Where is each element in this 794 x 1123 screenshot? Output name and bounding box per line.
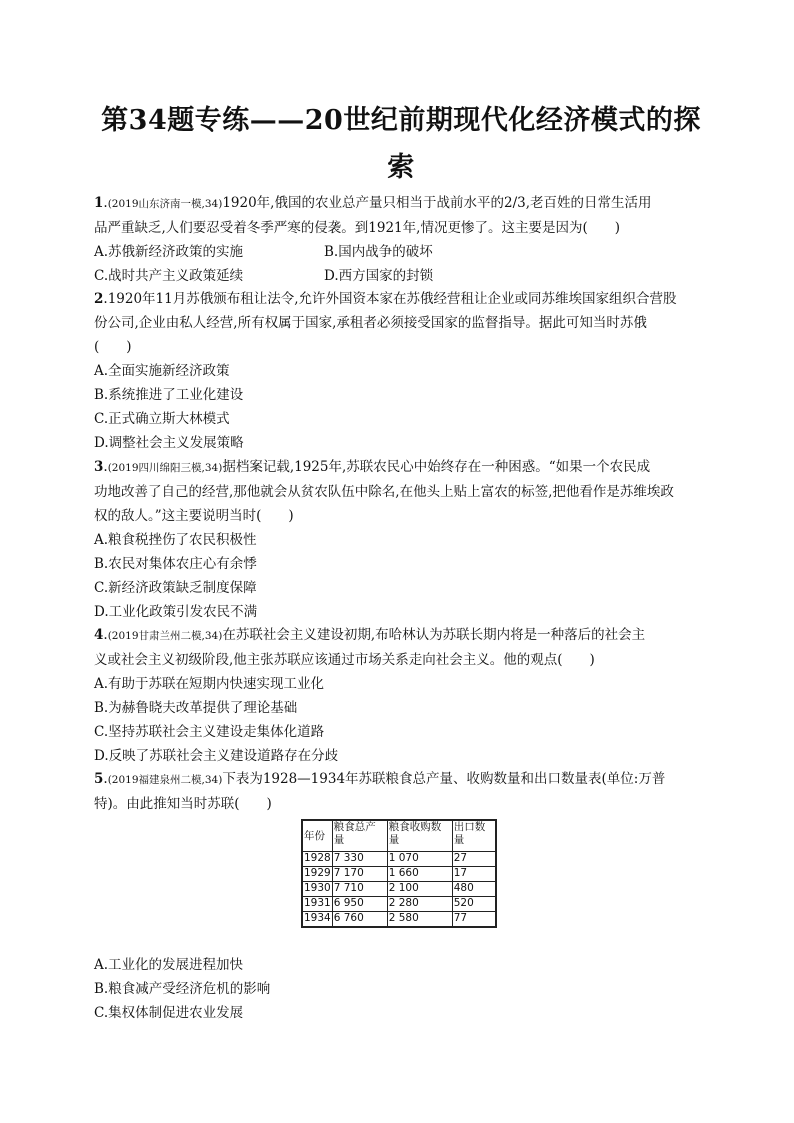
option-c[interactable]: C.新经济政策缺乏制度保障 [94,580,257,596]
question-number: 1 [94,195,104,211]
option-a[interactable]: A.有助于苏联在短期内快速实现工业化 [94,676,325,692]
table-cell: 1 070 [387,852,452,867]
question-stem-line: 1920年,俄国的农业总产量只相当于战前水平的2/3,老百姓的日常生活用 [222,195,652,211]
question-stem-line: ( ) [94,339,132,355]
table-header-cell: 粮食收购数量 [387,820,452,852]
table-cell: 6 760 [332,912,387,928]
table-row [302,897,496,912]
table-cell: 1931 [302,897,332,912]
table-cell: 1934 [302,912,332,928]
question-number: 4 [94,627,104,643]
question-stem-line: 义或社会主义初级阶段,他主张苏联应该通过市场关系走向社会主义。他的观点( ) [94,652,595,668]
table-cell: 27 [452,852,496,867]
question-stem-line: 据档案记载,1925年,苏联农民心中始终存在一种困惑。“如果一个农民成 [222,459,651,475]
question-3: 3.(2019四川绵阳三模,34)据档案记载,1925年,苏联农民心中始终存在一种困惑。“如果一个农民成 功地改善了自己的经营,那他就会从贫农队伍中除名,在他头上贴上富农的标签,把他看作是苏维埃政 权的敌人。”这主要说明当时( ) A.粮食税挫伤了农民积极性 B.农民对集体农庄心有余悸 C.新经济政策缺乏制度保障 D.工业化政策引发农民不满 [94,455,704,624]
question-stem-line: 在苏联社会主义建设初期,布哈林认为苏联长期内将是一种落后的社会主 [222,627,646,643]
table-cell: 2 580 [387,912,452,928]
table-cell: 1930 [302,882,332,897]
table-cell: 7 330 [332,852,387,867]
option-b[interactable]: B.系统推进了工业化建设 [94,387,244,403]
grain-data-table [301,819,497,928]
option-b[interactable]: B.农民对集体农庄心有余悸 [94,556,257,572]
question-5: 5.(2019福建泉州二模,34)下表为1928—1934年苏联粮食总产量、收购数量和出口数量表(单位:万普 特)。由此推知当时苏联( ) [94,767,704,816]
question-number: 5 [94,771,104,787]
table-row [302,912,496,928]
question-source: (2019四川绵阳三模,34) [107,462,223,474]
table-cell: 520 [452,897,496,912]
question-number: 2 [94,291,104,307]
table-cell: 6 950 [332,897,387,912]
question-stem-line: 特)。由此推知当时苏联( ) [94,796,272,812]
option-d[interactable]: D.西方国家的封锁 [324,268,434,284]
question-stem-line: 1920年11月苏俄颁布租让法令,允许外国资本家在苏俄经营租让企业或同苏维埃国家组织合营股 [107,291,677,307]
option-b[interactable]: B.国内战争的破坏 [324,244,433,260]
option-a[interactable]: A.粮食税挫伤了农民积极性 [94,532,257,548]
question-number: 3 [94,459,104,475]
table-header-cell: 年份 [302,820,332,852]
option-a[interactable]: A.苏俄新经济政策的实施 [94,244,244,260]
option-d[interactable]: D.反映了苏联社会主义建设道路存在分歧 [94,748,339,764]
table-row [302,867,496,882]
title-line-1: 第34题专练——20世纪前期现代化经济模式的探 [101,105,701,136]
question-stem-line: 份公司,企业由私人经营,所有权属于国家,承租者必须接受国家的监督指导。据此可知当时苏俄 [94,315,647,331]
question-stem-line: 功地改善了自己的经营,那他就会从贫农队伍中除名,在他头上贴上富农的标签,把他看作是苏维埃政 [94,484,674,500]
question-4: 4.(2019甘肃兰州二模,34)在苏联社会主义建设初期,布哈林认为苏联长期内将是一种落后的社会主 义或社会主义初级阶段,他主张苏联应该通过市场关系走向社会主义。他的观点( ) A.有助于苏联在短期内快速实现工业化 B.为赫鲁晓夫改革提供了理论基础 C.坚持苏联社会主义建设走集体化道路 D.反映了苏联社会主义建设道路存在分歧 [94,623,704,768]
table-cell: 7 170 [332,867,387,882]
question-5-options [94,953,704,1025]
table-cell: 77 [452,912,496,928]
question-stem-line: 品严重缺乏,人们要忍受着冬季严寒的侵袭。到1921年,情况更惨了。这主要是因为( ) [94,220,620,236]
option-a[interactable]: A.工业化的发展进程加快 [94,957,244,973]
option-c[interactable]: C.战时共产主义政策延续 [94,268,244,284]
question-2: 2.1920年11月苏俄颁布租让法令,允许外国资本家在苏俄经营租让企业或同苏维埃国家组织合营股 份公司,企业由私人经营,所有权属于国家,承租者必须接受国家的监督指导。据此可知当时苏俄 ( ) A.全面实施新经济政策 B.系统推进了工业化建设 C.正式确立斯大林模式 D.调整社会主义发展策略 [94,287,704,455]
option-d[interactable]: D.调整社会主义发展策略 [94,435,244,451]
question-stem-line: 下表为1928—1934年苏联粮食总产量、收购数量和出口数量表(单位:万普 [222,771,666,787]
table-cell: 1929 [302,867,332,882]
option-c[interactable]: C.集权体制促进农业发展 [94,1005,244,1021]
table-header-cell: 粮食总产量 [332,820,387,852]
table-header-cell: 出口数量 [452,820,496,852]
option-a[interactable]: A.全面实施新经济政策 [94,363,230,379]
option-c[interactable]: C.坚持苏联社会主义建设走集体化道路 [94,724,325,740]
option-b[interactable]: B.粮食减产受经济危机的影响 [94,981,271,997]
question-stem-line: 权的敌人。”这主要说明当时( ) [94,508,294,524]
page-title [96,97,706,191]
table-cell: 2 100 [387,882,452,897]
question-source: (2019山东济南一模,34) [107,198,223,210]
option-b[interactable]: B.为赫鲁晓夫改革提供了理论基础 [94,700,298,716]
table-cell: 7 710 [332,882,387,897]
table-cell: 1928 [302,852,332,867]
title-line-2: 索 [387,152,415,183]
table-header-row [302,820,496,852]
question-1: 1.(2019山东济南一模,34)1920年,俄国的农业总产量只相当于战前水平的2/3,老百姓的日常生活用 品严重缺乏,人们要忍受着冬季严寒的侵袭。到1921年,情况更惨了。这主要是因为( ) A.苏俄新经济政策的实施 B.国内战争的破坏 C.战时共产主义政策延续 D.西方国家的封锁 [94,191,704,288]
question-source: (2019甘肃兰州二模,34) [107,630,223,642]
table-cell: 17 [452,867,496,882]
table-cell: 1 660 [387,867,452,882]
table-row [302,882,496,897]
table-row [302,852,496,867]
table-cell: 2 280 [387,897,452,912]
question-source: (2019福建泉州二模,34) [107,774,223,786]
table-cell: 480 [452,882,496,897]
option-c[interactable]: C.正式确立斯大林模式 [94,411,230,427]
option-d[interactable]: D.工业化政策引发农民不满 [94,604,258,620]
